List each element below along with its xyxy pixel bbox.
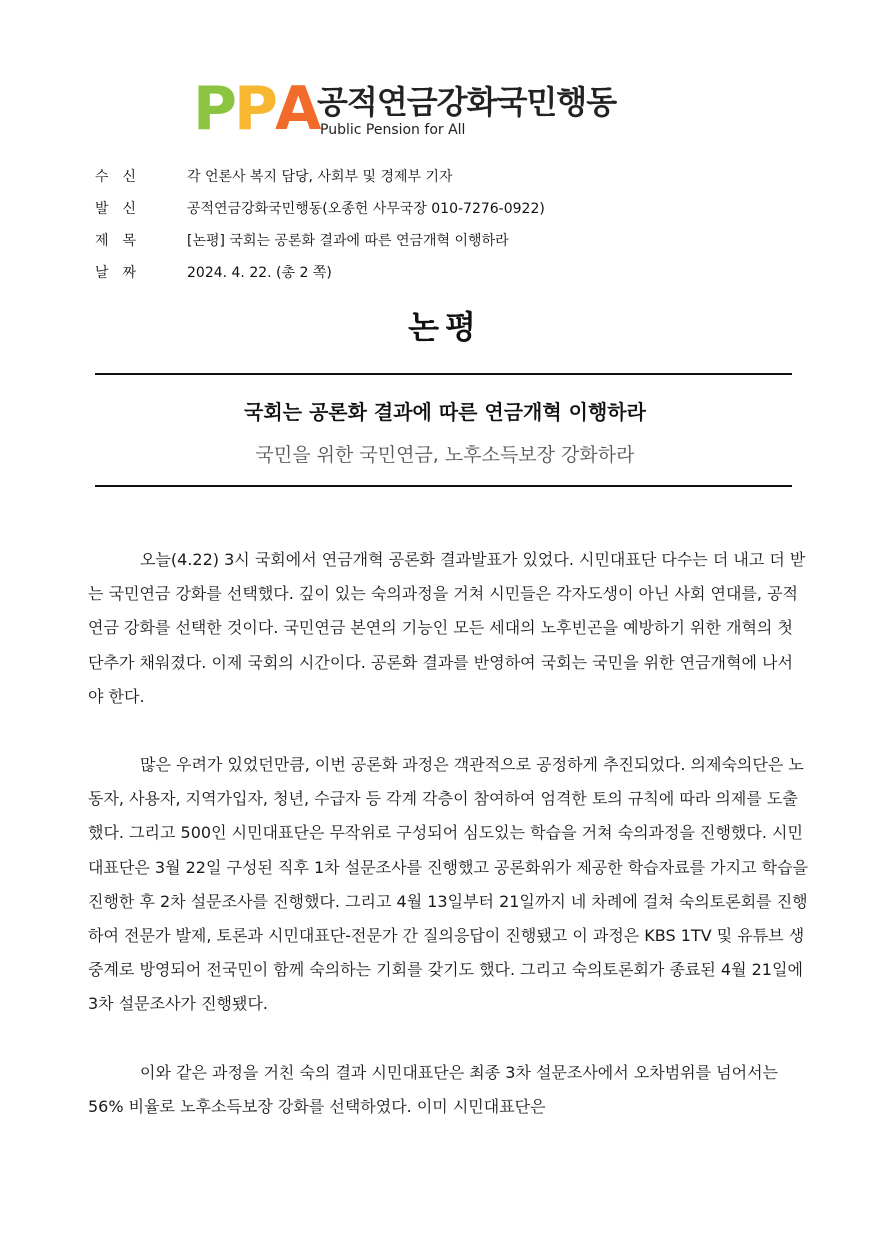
body-paragraph: 많은 우려가 있었던만큼, 이번 공론화 과정은 객관적으로 공정하게 추진되었다. 의제숙의단은 노동자, 사용자, 지역가입자, 청년, 수급자 등 각계 각층이 참여하여 엄격한 토의 규칙에 따라 의제를 도출했다. 그리고 500인 시민대표단은 무작위로 구성되어 심도있는 학습을 거쳐 숙의과정을 진행했다. 시민대표단은 3월 22일 구성된 직후 1차 설문조사를 진행했고 공론화위가 제공한 학습자료를 가지고 학습을 진행한 후 2차 설문조사를 진행했다. 그리고 4월 13일부터 21일까지 네 차례에 걸쳐 숙의토론회를 진행하여 전문가 발제, 토론과 시민대표단-전문가 간 질의응답이 진행됐고 이 과정은 KBS 1TV 및 유튜브 생중계로 방영되어 전국민이 함께 숙의하는 기회를 갖기도 했다. 그리고 숙의토론회가 종료된 4월 21일에 3차 설문조사가 진행됐다. <box>88 755 808 1014</box>
meta-label: 제목 <box>95 233 151 249</box>
organization-logo <box>193 74 653 144</box>
body-paragraph: 오늘(4.22) 3시 국회에서 연금개혁 공론화 결과발표가 있었다. 시민대표단 다수는 더 내고 더 받는 국민연금 강화를 선택했다. 깊이 있는 숙의과정을 거쳐 시민들은 각자도생이 아닌 사회 연대를, 공적연금 강화를 선택한 것이다. 국민연금 본연의 기능인 모든 세대의 노후빈곤을 예방하기 위한 개혁의 첫 단추가 채워졌다. 이제 국회의 시간이다. 공론화 결과를 반영하여 국회는 국민을 위한 연금개혁에 나서야 한다. <box>88 550 806 706</box>
meta-label: 날짜 <box>95 265 151 281</box>
document-type-title: 논평 <box>408 308 482 346</box>
bottom-divider <box>95 485 792 487</box>
top-divider <box>95 373 792 375</box>
document-header-info <box>95 160 795 288</box>
meta-row-sender <box>95 192 795 224</box>
headline: 국회는 공론화 결과에 따른 연금개혁 이행하라 <box>244 400 646 424</box>
ppa-logo-mark <box>193 74 319 144</box>
meta-value: 공적연금강화국민행동(오종헌 사무국장 010-7276-0922) <box>187 201 545 217</box>
meta-label: 발신 <box>95 201 151 217</box>
meta-label: 수신 <box>95 169 151 185</box>
meta-row-recipient <box>95 160 795 192</box>
subheadline: 국민을 위한 국민연금, 노후소득보장 강화하라 <box>255 444 635 466</box>
body-paragraph: 이와 같은 과정을 거친 숙의 결과 시민대표단은 최종 3차 설문조사에서 오차범위를 넘어서는 56% 비율로 노후소득보장 강화를 선택하였다. 이미 시민대표단은 <box>88 1062 778 1116</box>
meta-row-date <box>95 256 795 288</box>
logo-letter-p1: P <box>193 74 234 144</box>
logo-letter-p2: P <box>233 74 275 144</box>
document-body <box>88 543 808 1158</box>
logo-letter-a: A <box>274 74 319 144</box>
meta-value: 각 언론사 복지 담당, 사회부 및 경제부 기자 <box>187 169 453 185</box>
meta-row-subject <box>95 224 795 256</box>
organization-subtitle: Public Pension for All <box>320 122 466 138</box>
meta-value: [논평] 국회는 공론화 결과에 따른 연금개혁 이행하라 <box>187 233 509 249</box>
organization-name: 공적연금강화국민행동 <box>317 83 617 121</box>
meta-value: 2024. 4. 22. (총 2 쪽) <box>187 265 332 281</box>
